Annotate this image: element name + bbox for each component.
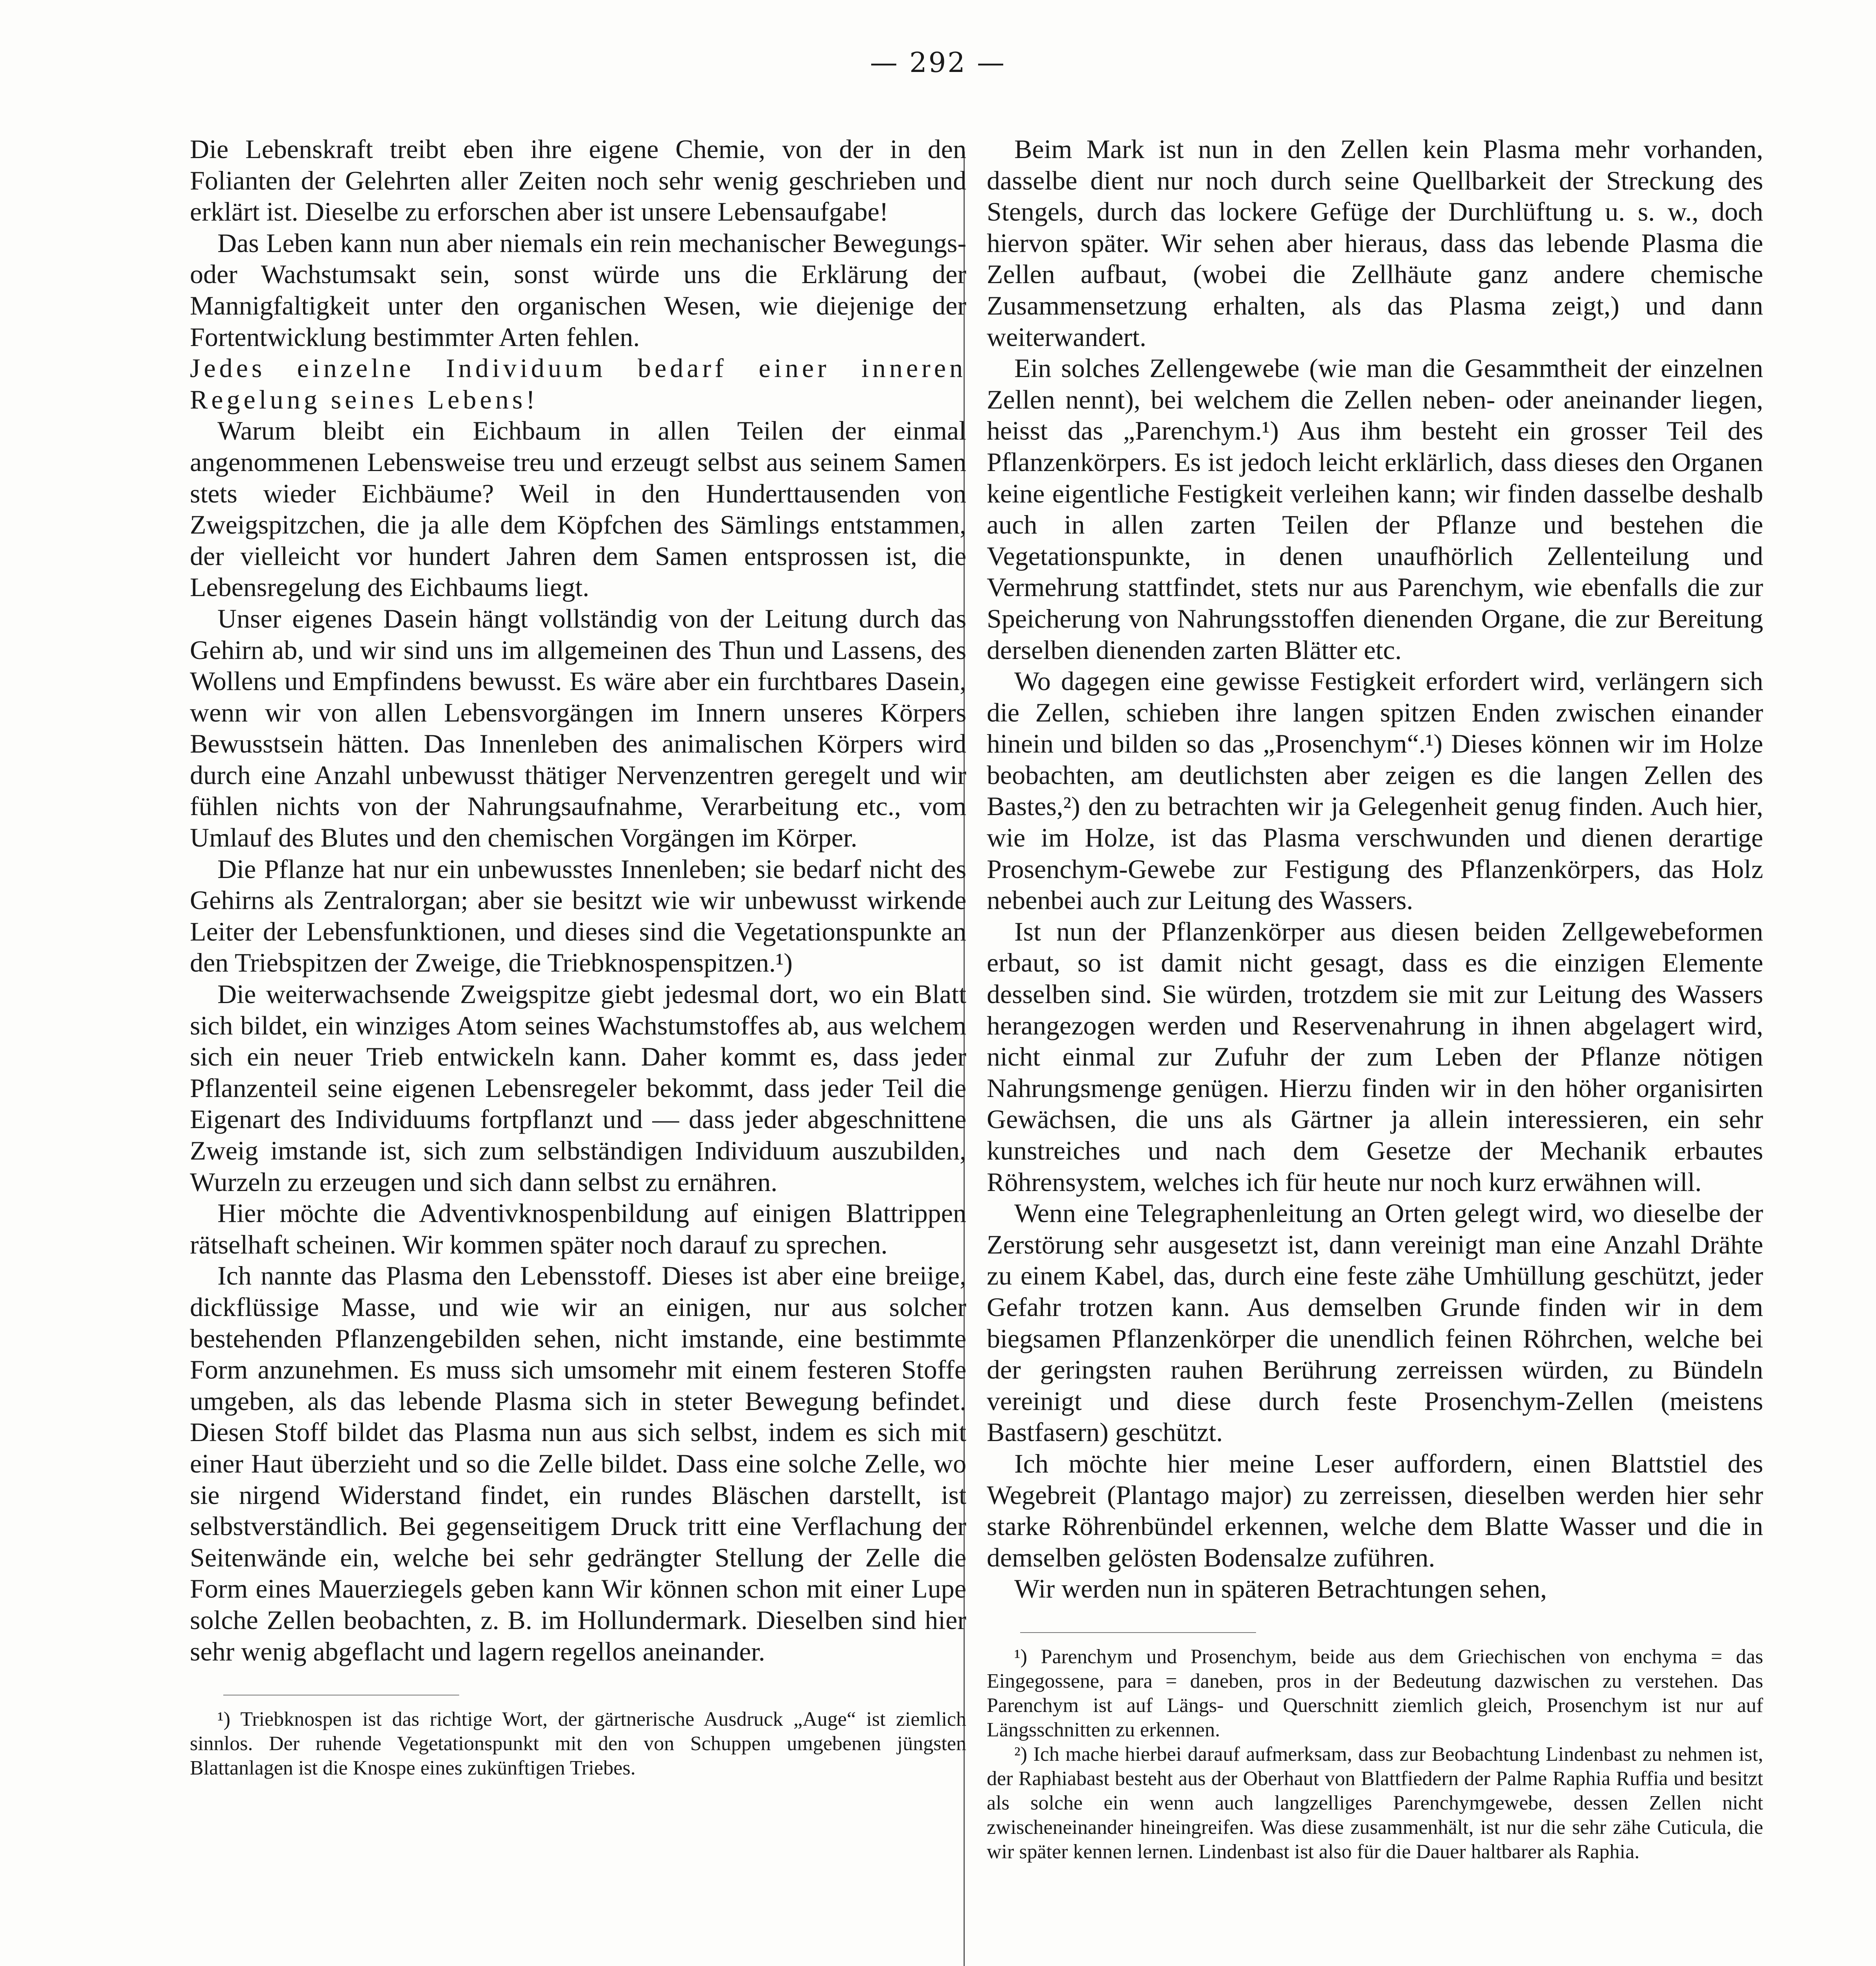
left-column xyxy=(190,134,966,1780)
page-number: — 292 — xyxy=(870,46,1006,79)
paragraph: Die weiterwachsende Zweigspitze giebt jedesmal dort, wo ein Blatt sich bildet, ein winziges Atom seines Wachstumstoffes ab, aus welchem sich ein neuer Trieb entwickeln kann. Daher kommt es, dass jeder Pflanzenteil seine eigenen Lebensregeler bekommt, dass jeder Teil die Eigenart des Individuums fortpflanzt und — dass jeder abgeschnittene Zweig imstande ist, sich zum selbständigen Individuum auszubilden, Wurzeln zu erzeugen und sich dann selbst zu ernähren. xyxy=(190,979,966,1197)
right-column xyxy=(987,134,1763,1864)
footnote: ¹) Parenchym und Prosenchym, beide aus dem Griechischen von enchyma = das Eingegossene, para = daneben, pros in der Bedeutung dazwischen zu verstehen. Das Parenchym ist auf Längs- und Querschnitt ziemlich gleich, Prosenchym ist nur auf Längsschnitten zu erkennen. xyxy=(987,1645,1763,1741)
paragraph-emphasis: Jedes einzelne Individuum bedarf einer inneren Regelung seines Lebens! xyxy=(190,353,966,414)
paragraph: Ein solches Zellengewebe (wie man die Gesammtheit der einzelnen Zellen nennt), bei welchem die Zellen neben- oder aneinander liegen, heisst das „Parenchym.¹) Aus ihm besteht ein grosser Teil des Pflanzenkörpers. Es ist jedoch leicht erklärlich, dass dieses den Organen keine eigentliche Festigkeit verleihen kann; wir finden dasselbe deshalb auch in allen zarten Teilen der Pflanze und bestehen die Vegetationspunkte, in denen unaufhörlich Zellenteilung und Vermehrung stattfindet, stets nur aus Parenchym, wie ebenfalls die zur Speicherung von Nahrungsstoffen dienenden Organe, die zur Bereitung derselben dienenden zarten Blätter etc. xyxy=(987,353,1763,665)
paragraph: Das Leben kann nun aber niemals ein rein mechanischer Bewegungs- oder Wachstumsakt sein, sonst würde uns die Erklärung der Mannigfaltigkeit unter den organischen Wesen, wie diejenige der Fortentwicklung bestimmter Arten fehlen. xyxy=(190,228,966,352)
paragraph: Unser eigenes Dasein hängt vollständig von der Leitung durch das Gehirn ab, und wir sind uns im allgemeinen des Thun und Lassens, des Wollens und Empfindens bewusst. Es wäre aber ein furchtbares Dasein, wenn wir von allen Lebensvorgängen im Innern unseres Körpers Bewusstsein hätten. Das Innenleben des animalischen Körpers wird durch eine Anzahl unbewusst thätiger Nervenzentren geregelt und wir fühlen nichts von der Nahrungsaufnahme, Verarbeitung etc., vom Umlauf des Blutes und den chemischen Vorgängen im Körper. xyxy=(190,603,966,853)
footnote: ¹) Triebknospen ist das richtige Wort, der gärtnerische Ausdruck „Auge“ ist ziemlich sinnlos. Der ruhende Vegetationspunkt mit den von Schuppen umgebenen jüngsten Blattanlagen ist die Knospe eines zukünftigen Triebes. xyxy=(190,1708,966,1780)
footnote: ²) Ich mache hierbei darauf aufmerksam, dass zur Beobachtung Lindenbast zu nehmen ist, der Raphiabast besteht aus der Oberhaut von Blattfiedern der Palme Raphia Ruffia und besitzt als solche ein wenn auch langzelliges Parenchymgewebe, dessen Zellen nicht zwischeneinander hineingreifen. Was diese zusammenhält, ist nur die sehr zähe Cuticula, die wir später kennen lernen. Lindenbast ist also für die Dauer haltbarer als Raphia. xyxy=(987,1743,1763,1863)
paragraph: Warum bleibt ein Eichbaum in allen Teilen der einmal angenommenen Lebensweise treu und erzeugt selbst aus seinem Samen stets wieder Eichbäume? Weil in den Hunderttausenden von Zweigspitzchen, die ja alle dem Köpfchen des Sämlings entstammen, der vielleicht vor hundert Jahren dem Samen entsprossen ist, die Lebensregelung des Eichbaums liegt. xyxy=(190,416,966,602)
paragraph: Ich nannte das Plasma den Lebensstoff. Dieses ist aber eine breiige, dickflüssige Masse, und wie wir an einigen, nur aus solcher bestehenden Pflanzengebilden sehen, nicht imstande, eine bestimmte Form anzunehmen. Es muss sich umsomehr mit einem festeren Stoffe umgeben, als das lebende Plasma sich in steter Bewegung befindet. Diesen Stoff bildet das Plasma nun aus sich selbst, indem es sich mit einer Haut überzieht und so die Zelle bildet. Dass eine solche Zelle, wo sie nirgend Widerstand findet, ein rundes Bläschen darstellt, ist selbstverständlich. Bei gegenseitigem Druck tritt eine Verflachung der Seitenwände ein, welche bei sehr gedrängter Stellung der Zelle die Form eines Mauerziegels geben kann Wir können schon mit einer Lupe solche Zellen beobachten, z. B. im Hollundermark. Dieselben sind hier sehr wenig abgeflacht und lagern regellos aneinander. xyxy=(190,1261,966,1666)
footnote-rule xyxy=(1020,1632,1256,1633)
paragraph: Die Pflanze hat nur ein unbewusstes Innenleben; sie bedarf nicht des Gehirns als Zentralorgan; aber sie besitzt wie wir unbewusst wirkende Leiter der Lebensfunktionen, und dieses sind die Vegetationspunkte an den Triebspitzen der Zweige, die Triebknospenspitzen.¹) xyxy=(190,854,966,978)
paragraph: Wenn eine Telegraphenleitung an Orten gelegt wird, wo dieselbe der Zerstörung sehr ausgesetzt ist, dann vereinigt man eine Anzahl Drähte zu einem Kabel, das, durch eine feste zähe Umhüllung geschützt, jeder Gefahr trotzen kann. Aus demselben Grunde finden wir in dem biegsamen Pflanzenkörper die unendlich feinen Röhrchen, welche bei der geringsten rauhen Berührung zerreissen würden, zu Bündeln vereinigt und diese durch feste Prosenchym-Zellen (meistens Bastfasern) geschützt. xyxy=(987,1198,1763,1447)
paragraph: Beim Mark ist nun in den Zellen kein Plasma mehr vorhanden, dasselbe dient nur noch durch seine Quellbarkeit der Streckung des Stengels, durch das lockere Gefüge der Durchlüftung u. s. w., doch hiervon später. Wir sehen aber hieraus, dass das lebende Plasma die Zellen aufbaut, (wobei die Zellhäute ganz andere chemische Zusammensetzung erhalten, als das Plasma zeigt,) und dann weiterwandert. xyxy=(987,134,1763,352)
paragraph: Ist nun der Pflanzenkörper aus diesen beiden Zellgewebeformen erbaut, so ist damit nicht gesagt, dass es die einzigen Elemente desselben sind. Sie würden, trotzdem sie mit zur Leitung des Wassers herangezogen werden und Reservenahrung in ihnen abgelagert wird, nicht einmal zur Zufuhr der zum Leben der Pflanze nötigen Nahrungsmenge genügen. Hierzu finden wir in den höher organisirten Gewächsen, die uns als Gärtner ja allein interessieren, ein sehr kunstreiches und nach dem Gesetze der Mechanik erbautes Röhrensystem, welches ich für heute nur noch kurz erwähnen will. xyxy=(987,916,1763,1197)
paragraph: Die Lebenskraft treibt eben ihre eigene Chemie, von der in den Folianten der Gelehrten aller Zeiten noch sehr wenig geschrieben und erklärt ist. Dieselbe zu erforschen aber ist unsere Lebensaufgabe! xyxy=(190,134,966,227)
paragraph: Wir werden nun in späteren Betrachtungen sehen, xyxy=(1014,1574,1547,1604)
paragraph: Ich möchte hier meine Leser auffordern, einen Blattstiel des Wegebreit (Plantago major) zu zerreissen, dieselben werden hier sehr starke Röhrenbündel erkennen, welche dem Blatte Wasser und die in demselben gelösten Bodensalze zuführen. xyxy=(987,1448,1763,1572)
paragraph: Wo dagegen eine gewisse Festigkeit erfordert wird, verlängern sich die Zellen, schieben ihre langen spitzen Enden zwischen einander hinein und bilden so das „Prosenchym“.¹) Dieses können wir im Holze beobachten, am deutlichsten aber zeigen es die langen Zellen des Bastes,²) den zu betrachten wir ja Gelegenheit genug finden. Auch hier, wie im Holze, ist das Plasma verschwunden und dienen derartige Prosenchym-Gewebe zur Festigung des Pflanzenkörpers, das Holz nebenbei auch zur Leitung des Wassers. xyxy=(987,666,1763,915)
paragraph: Hier möchte die Adventivknospenbildung auf einigen Blattrippen rätselhaft scheinen. Wir kommen später noch darauf zu sprechen. xyxy=(190,1198,966,1259)
